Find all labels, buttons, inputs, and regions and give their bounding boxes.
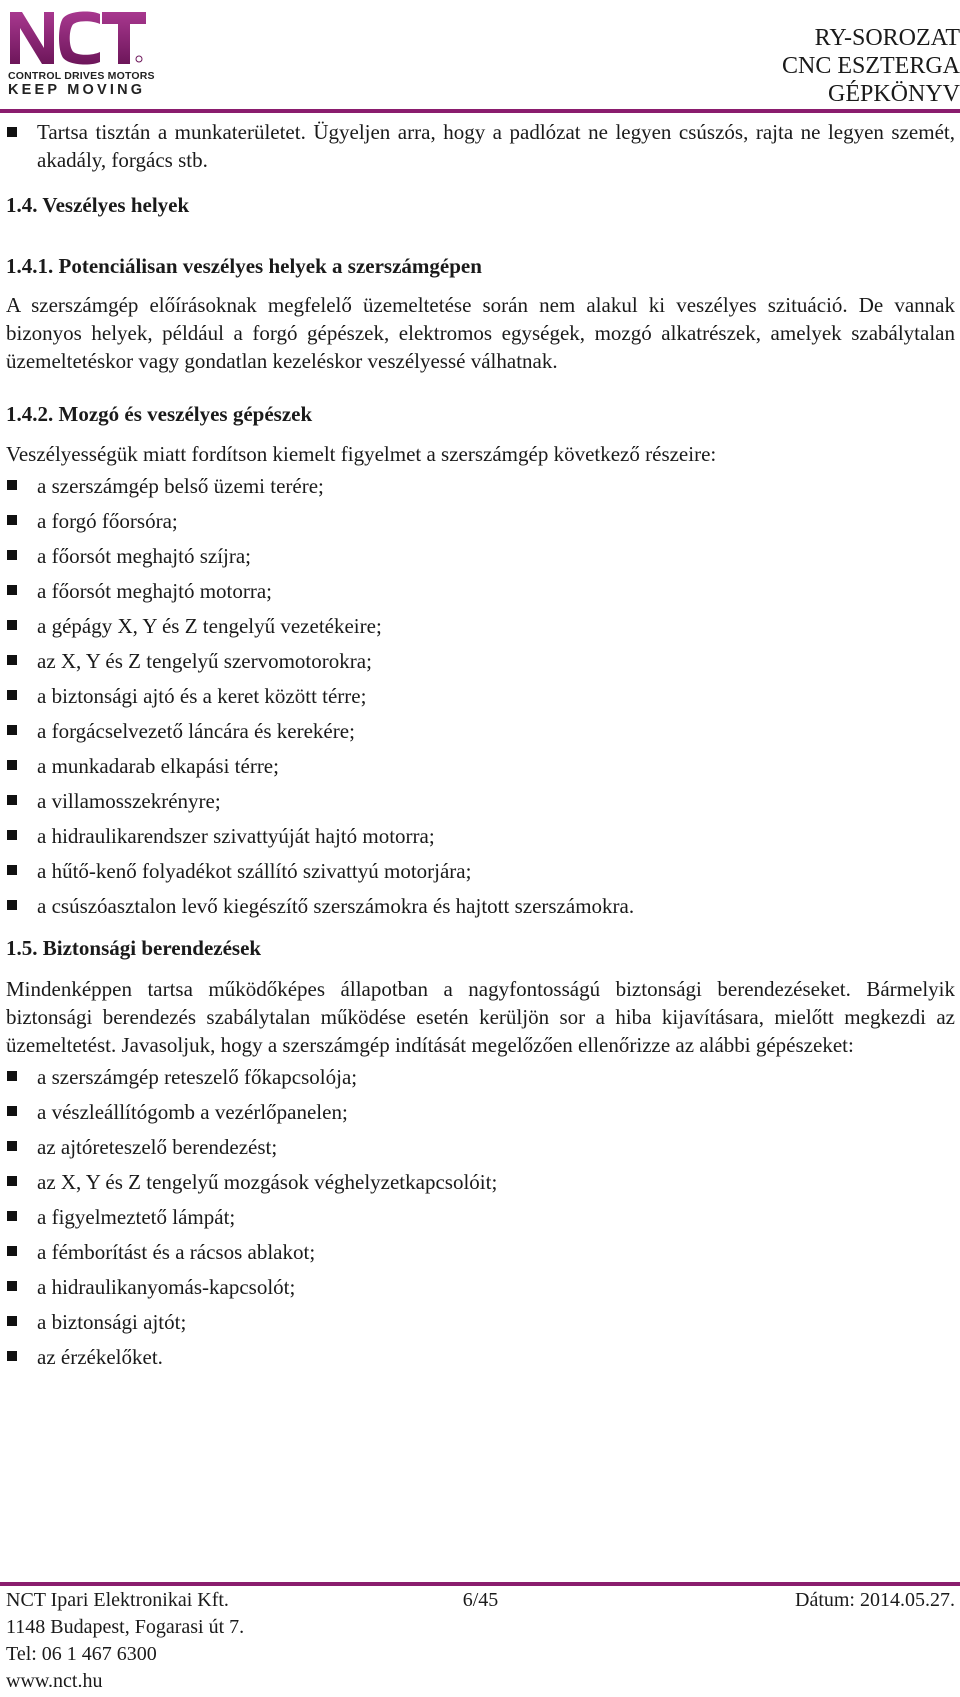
document-header-titles (560, 24, 960, 108)
list-item: a gépágy X, Y és Z tengelyű vezetékeire; (6, 612, 955, 647)
footer-address: 1148 Budapest, Fogarasi út 7. (6, 1616, 245, 1638)
footer-website: www.nct.hu (6, 1670, 103, 1692)
list-item: a forgó főorsóra; (6, 507, 955, 542)
list-item: a hűtő-kenő folyadékot szállító szivattyú motorjára; (6, 857, 955, 892)
section-heading-1-4-2: 1.4.2. Mozgó és veszélyes gépészek (6, 402, 313, 426)
footer-date: Dátum: 2014.05.27. (795, 1589, 955, 1611)
list-item: a hidraulikarendszer szivattyúját hajtó motorra; (6, 822, 955, 857)
header-series: RY-SOROZAT (814, 25, 960, 51)
list-item: a hidraulikanyomás-kapcsolót; (6, 1273, 955, 1308)
header-doc-type: GÉPKÖNYV (828, 81, 960, 107)
list-item: a fémborítást és a rácsos ablakot; (6, 1238, 955, 1273)
page-footer (6, 1587, 955, 1695)
list-item: az X, Y és Z tengelyű mozgások véghelyzetkapcsolóit; (6, 1168, 955, 1203)
list-item: a figyelmeztető lámpát; (6, 1203, 955, 1238)
list-item: a biztonsági ajtót; (6, 1308, 955, 1343)
section-1-5-text: Mindenképpen tartsa működőképes állapotban a nagyfontosságú biztonsági berendezéseket. Bármelyik biztonsági berendezés szabálytalan működése esetén kerüljön sor a hiba kijavításara, mielőtt megkezdi az üzemeltetést. Javasoljuk, hogy a szerszámgép indítását megelőzően ellenőrizze az alábbi gépészeket: (6, 977, 955, 1057)
header-divider (0, 109, 960, 113)
list-item: a munkadarab elkapási térre; (6, 752, 955, 787)
list-item: az érzékelőket. (6, 1343, 955, 1378)
footer-company: NCT Ipari Elektronikai Kft. (6, 1589, 229, 1611)
list-item: a vészleállítógomb a vezérlőpanelen; (6, 1098, 955, 1133)
page-body (6, 118, 955, 1378)
safety-device-list (6, 1063, 955, 1378)
logo-tagline-line2: KEEP MOVING (8, 82, 146, 98)
logo-tagline (8, 70, 155, 98)
section-1-4-1-text: A szerszámgép előírásoknak megfelelő üzemeltetése során nem alakul ki veszélyes szituáció. De vannak bizonyos helyek, például a forgó gépészek, elektromos egységek, mozgó alkatrészek, amelyek szabálytalan üzemeltetéskor vagy gondatlan kezeléskor veszélyessé válhatnak. (6, 293, 955, 373)
hazard-list (6, 472, 955, 927)
list-item: a biztonsági ajtó és a keret között térre; (6, 682, 955, 717)
logo-tagline-line1: CONTROL DRIVES MOTORS (8, 70, 155, 82)
list-item: a villamosszekrényre; (6, 787, 955, 822)
list-item: a forgácselvezető láncára és kerekére; (6, 717, 955, 752)
list-item: a főorsót meghajtó szíjra; (6, 542, 955, 577)
section-heading-1-4-1: 1.4.1. Potenciálisan veszélyes helyek a szerszámgépen (6, 254, 482, 278)
footer-page-number: 6/45 (462, 1589, 499, 1611)
section-1-4-2-intro: Veszélyességük miatt fordítson kiemelt figyelmet a szerszámgép következő részeire: (6, 442, 717, 466)
list-item: az ajtóreteszelő berendezést; (6, 1133, 955, 1168)
list-item: a szerszámgép belső üzemi terére; (6, 472, 955, 507)
list-item: a szerszámgép reteszelő főkapcsolója; (6, 1063, 955, 1098)
intro-bullet: Tartsa tisztán a munkaterületet. Ügyeljen arra, hogy a padlózat ne legyen csúszós, rajta ne legyen szemét, akadály, forgács stb. (6, 118, 955, 174)
header-product: CNC ESZTERGA (781, 53, 960, 79)
section-heading-1-5: 1.5. Biztonsági berendezések (6, 936, 262, 960)
footer-phone: Tel: 06 1 467 6300 (6, 1643, 157, 1665)
list-item: a főorsót meghajtó motorra; (6, 577, 955, 612)
section-heading-1-4: 1.4. Veszélyes helyek (6, 193, 190, 217)
list-item: a csúszóasztalon levő kiegészítő szerszámokra és hajtott szerszámokra. (6, 892, 955, 927)
list-item: az X, Y és Z tengelyű szervomotorokra; (6, 647, 955, 682)
footer-divider (0, 1582, 960, 1586)
